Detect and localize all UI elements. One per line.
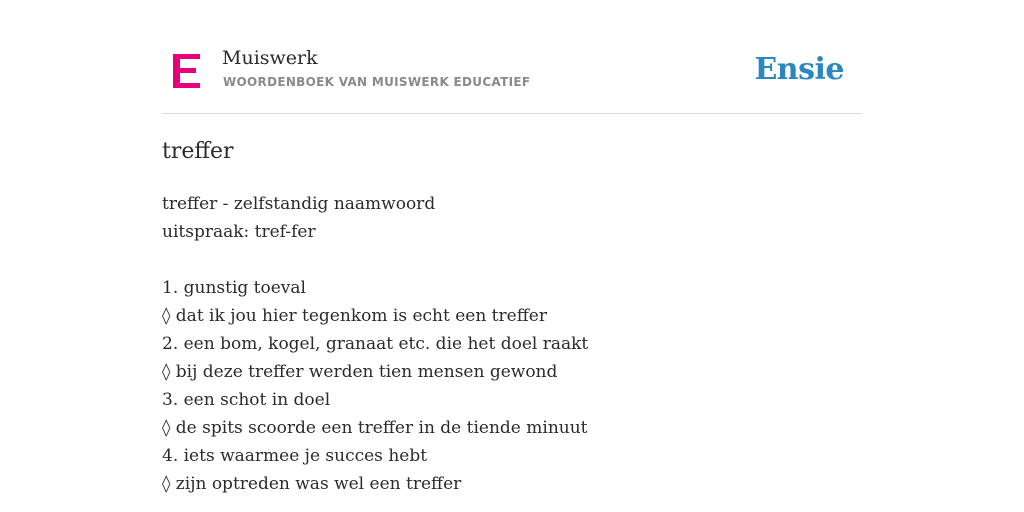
entry-title: treffer: [162, 139, 234, 164]
pronunciation-line: uitspraak: tref-fer: [162, 222, 316, 242]
part-of-speech-line: treffer - zelfstandig naamwoord: [162, 194, 436, 214]
site-subtitle: WOORDENBOEK VAN MUISWERK EDUCATIEF: [223, 75, 531, 89]
muiswerk-logo-icon[interactable]: [173, 54, 200, 88]
sense-definition: 2. een bom, kogel, granaat etc. die het doel raakt: [162, 334, 589, 354]
site-name[interactable]: Muiswerk: [222, 47, 318, 69]
sense-example: ◊ bij deze treffer werden tien mensen gewond: [162, 362, 558, 382]
entry-body: [162, 190, 862, 498]
sense-definition: 3. een schot in doel: [162, 390, 331, 410]
sense-definition: 1. gunstig toeval: [162, 278, 306, 298]
sense-example: ◊ zijn optreden was wel een treffer: [162, 474, 462, 494]
sense-example: ◊ dat ik jou hier tegenkom is echt een treffer: [162, 306, 547, 326]
site-header: [162, 40, 862, 114]
spacer: [162, 246, 862, 274]
sense-definition: 4. iets waarmee je succes hebt: [162, 446, 428, 466]
ensie-logo[interactable]: Ensie: [754, 52, 844, 87]
sense-example: ◊ de spits scoorde een treffer in de tiende minuut: [162, 418, 588, 438]
